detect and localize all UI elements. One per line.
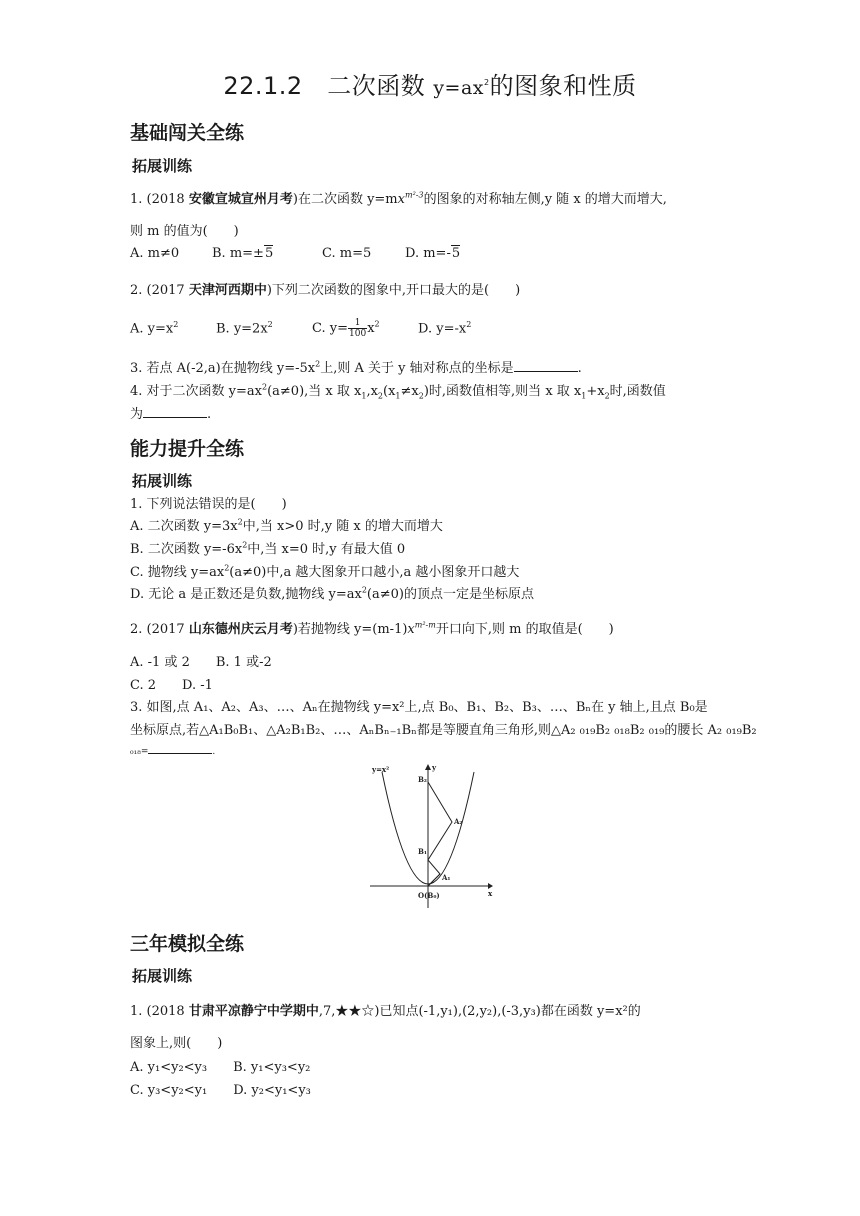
q2-line: 2. (2017 天津河西期中)下列二次函数的图象中,开口最大的是( )	[130, 283, 521, 298]
subheading-extension-1: 拓展训练	[132, 157, 193, 175]
p3-line1: 3. 如图,点 A₁、A₂、A₃、…、Aₙ在抛物线 y=x²上,点 B₀、B₁、B₂、B₃、…、Bₙ在 y 轴上,且点 B₀是	[130, 700, 708, 715]
p2-line: 2. (2017 山东德州庆云月考)若抛物线 $y=(m-1)x^{m^2-m}$开口向下,则 m 的取值是( )	[130, 620, 614, 637]
section-heading-basic: 基础闯关全练	[130, 122, 245, 144]
q3-line: 3. 若点 A(-2,a)在抛物线 $y=-5x^2$上,则 A 关于 y 轴对称点的坐标是 .	[130, 359, 582, 376]
b2-label: B₂	[418, 775, 427, 784]
q1-options: A. m≠0 B. m=±5 C. m=5 D. m=-5	[130, 246, 461, 261]
p1-option-a: A. 二次函数 $y=3x^2$中,当 x>0 时,y 随 x 的增大而增大	[130, 517, 443, 534]
a1-label: A₁	[442, 873, 451, 882]
triangles	[428, 782, 452, 886]
p1-question: 1. 下列说法错误的是( )	[130, 497, 287, 512]
answer-blank[interactable]	[514, 359, 578, 372]
q1-line2: 则 m 的值为( )	[130, 224, 239, 239]
q4-line1: 4. 对于二次函数 $y=ax^2(a\ne 0)$,当 x 取 $x_1,x_2(x_1\ne x_2)$时,函数值相等,则当 x 取 $x_1+x_2$时,函数值	[130, 382, 666, 401]
q1-line1: 1. (2018 安徽宣城宣州月考)在二次函数 $y=mx^{m^2-3}$的图象的对称轴左侧,y 随 x 的增大而增大,	[130, 190, 667, 207]
p3-line3: ₀₁₈= .	[130, 741, 215, 757]
p1-option-d: D. 无论 a 是正数还是负数,抛物线 $y=ax^2(a\ne 0)$的顶点一定是坐标原点	[130, 585, 534, 602]
section-heading-ability: 能力提升全练	[130, 438, 245, 460]
subheading-extension-2: 拓展训练	[132, 472, 193, 490]
section-heading-mock: 三年模拟全练	[130, 933, 245, 955]
parabola-figure	[366, 762, 494, 910]
a2-label: A₂	[454, 817, 463, 826]
m1-options-ab: A. y₁<y₂<y₃ B. y₁<y₃<y₂	[130, 1060, 311, 1075]
m1-line2: 图象上,则( )	[130, 1036, 223, 1051]
p2-options-ab: A. -1 或 2 B. 1 或-2	[130, 655, 272, 670]
p1-option-b: B. 二次函数 $y=-6x^2$中,当 x=0 时,y 有最大值 0	[130, 540, 406, 557]
m1-line1: 1. (2018 甘肃平凉静宁中学期中,7,★★☆)已知点(-1,y₁),(2,y₂),(-3,y₃)都在函数 y=x²的	[130, 1004, 641, 1019]
p2-options-cd: C. 2 D. -1	[130, 678, 213, 693]
subheading-extension-3: 拓展训练	[132, 967, 193, 985]
page-title: 22.1.2 二次函数 $y=ax^2$的图象和性质	[223, 72, 637, 100]
q4-line2: 为 .	[130, 407, 212, 422]
m1-options-cd: C. y₃<y₂<y₁ D. y₂<y₁<y₃	[130, 1083, 311, 1098]
x-label: x	[488, 889, 493, 898]
origin-label: O(B₀)	[418, 891, 440, 900]
answer-blank[interactable]	[148, 741, 212, 754]
q2-options: A. $y=x^2$ B. $y=2x^2$ C. y= $\frac{1}{100}$ $x^2$ D. $y=-x^2$	[130, 318, 472, 339]
p1-option-c: C. 抛物线 $y=ax^2(a\ne 0)$中,a 越大图象开口越小,a 越小图象开口越大	[130, 563, 520, 580]
curve-label: y=x²	[372, 765, 390, 774]
p3-line2: 坐标原点,若△A₁B₀B₁、△A₂B₁B₂、…、AₙBₙ₋₁Bₙ都是等腰直角三角形,则△A₂ ₀₁₉B₂ ₀₁₈B₂ ₀₁₉的腰长 A₂ ₀₁₉B₂	[130, 723, 757, 738]
answer-blank[interactable]	[143, 405, 207, 418]
y-label: y	[432, 763, 437, 772]
b1-label: B₁	[418, 847, 427, 856]
